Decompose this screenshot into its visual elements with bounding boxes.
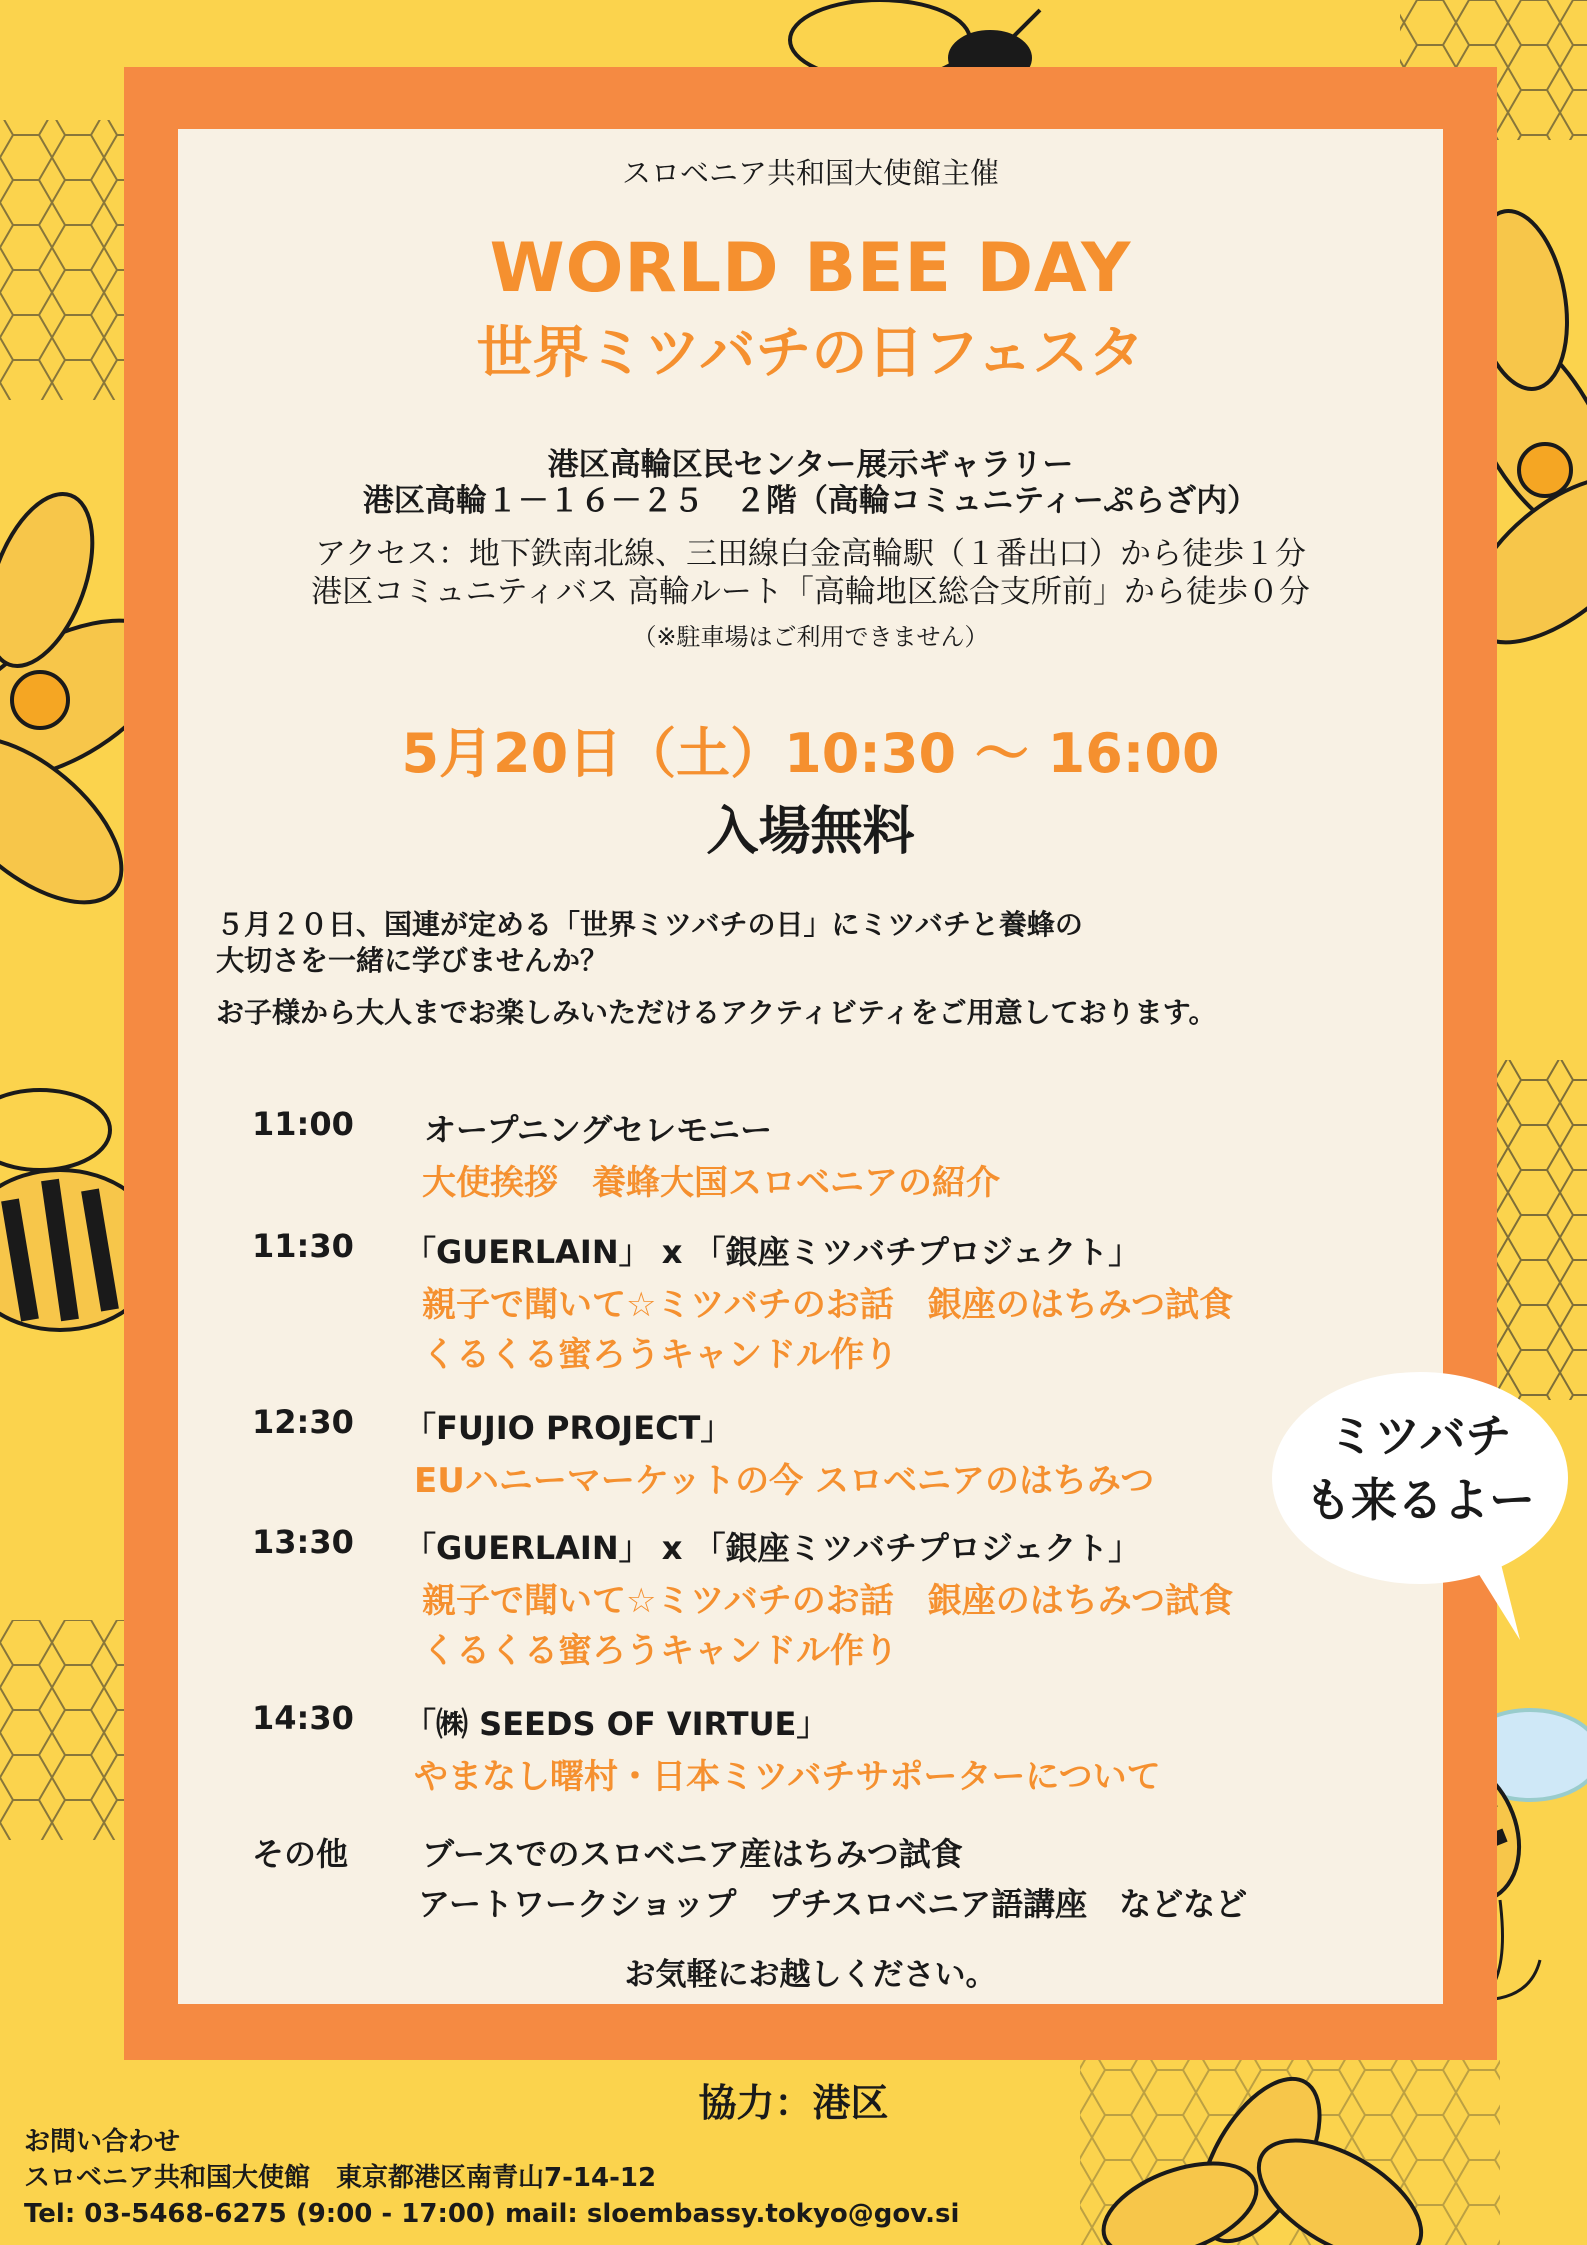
schedule-time: 11:30 (252, 1227, 354, 1265)
cooperation: 協力：港区 (698, 2081, 889, 2125)
contact-org: スロベニア共和国大使館 東京都港区南青山7-14-12 (24, 2163, 657, 2193)
schedule-detail: くるくる蜜ろうキャンドル作り (422, 1335, 898, 1375)
schedule-time: その他 (252, 1835, 349, 1873)
schedule-title: オープニングセレモニー (424, 1111, 773, 1149)
schedule-detail: EUハニーマーケットの今 スロベニアのはちみつ (414, 1461, 1155, 1501)
intro-line-1: ５月２０日、国連が定める「世界ミツバチの日」にミツバチと養蜂の (216, 908, 1083, 941)
intro-line-2: 大切さを一緒に学びませんか？ (216, 944, 609, 977)
schedule-time: 13:30 (252, 1523, 354, 1561)
speech-bubble-text (1272, 1404, 1568, 1532)
schedule-time: 11:00 (252, 1105, 354, 1143)
schedule-title: ブースでのスロベニア産はちみつ試食 (422, 1835, 963, 1873)
access-line-1: アクセス：地下鉄南北線、三田線白金高輪駅（１番出口）から徒歩１分 (314, 536, 1307, 572)
schedule-title: 「FUJIO PROJECT」 (404, 1409, 733, 1447)
schedule-detail: 大使挨拶 養蜂大国スロベニアの紹介 (422, 1163, 1000, 1203)
schedule-title: 「㈱ SEEDS OF VIRTUE」 (404, 1705, 829, 1743)
access-line-2: 港区コミュニティバス 高輪ルート「高輪地区総合支所前」から徒歩０分 (311, 574, 1310, 610)
parking-note: （※駐車場はご利用できません） (632, 623, 989, 651)
venue-address: 港区高輪１－１６－２５ ２階（高輪コミュニティーぷらざ内） (362, 483, 1259, 519)
schedule-detail: アートワークショップ プチスロベニア語講座 などなど (418, 1885, 1248, 1923)
schedule-detail: やまなし曙村・日本ミツバチサポーターについて (414, 1757, 1161, 1797)
bubble-line-2: も来るよー (1305, 1473, 1535, 1527)
schedule-detail: 親子で聞いて☆ミツバチのお話 銀座のはちみつ試食 (422, 1285, 1234, 1325)
schedule-detail: くるくる蜜ろうキャンドル作り (422, 1631, 898, 1671)
event-date: 5月20日（土）10:30 ～ 16:00 (401, 722, 1220, 785)
schedule-detail: 親子で聞いて☆ミツバチのお話 銀座のはちみつ試食 (422, 1581, 1234, 1621)
schedule-title: 「GUERLAIN」 x 「銀座ミツバチプロジェクト」 (404, 1529, 1141, 1567)
schedule-time: 14:30 (252, 1699, 354, 1737)
admission-free: 入場無料 (706, 802, 915, 862)
title-japanese: 世界ミツバチの日フェスタ (476, 321, 1145, 386)
contact-tel-mail: Tel: 03-5468-6275 (9:00 - 17:00) mail: sloembassy.tokyo@gov.si (24, 2199, 960, 2229)
contact-heading: お問い合わせ (24, 2127, 181, 2157)
venue-name: 港区高輪区民センター展示ギャラリー (547, 447, 1074, 483)
intro-line-3: お子様から大人までお楽しみいただけるアクティビティをご用意しております。 (216, 996, 1217, 1029)
closing-message: お気軽にお越しください。 (624, 1957, 997, 1993)
organizer: スロベニア共和国大使館主催 (621, 156, 999, 190)
schedule-time: 12:30 (252, 1403, 354, 1441)
title-english: WORLD BEE DAY (489, 229, 1132, 308)
bubble-line-1: ミツバチ (1328, 1409, 1512, 1463)
contact-info (24, 2124, 959, 2232)
schedule-title: 「GUERLAIN」 x 「銀座ミツバチプロジェクト」 (404, 1233, 1141, 1271)
